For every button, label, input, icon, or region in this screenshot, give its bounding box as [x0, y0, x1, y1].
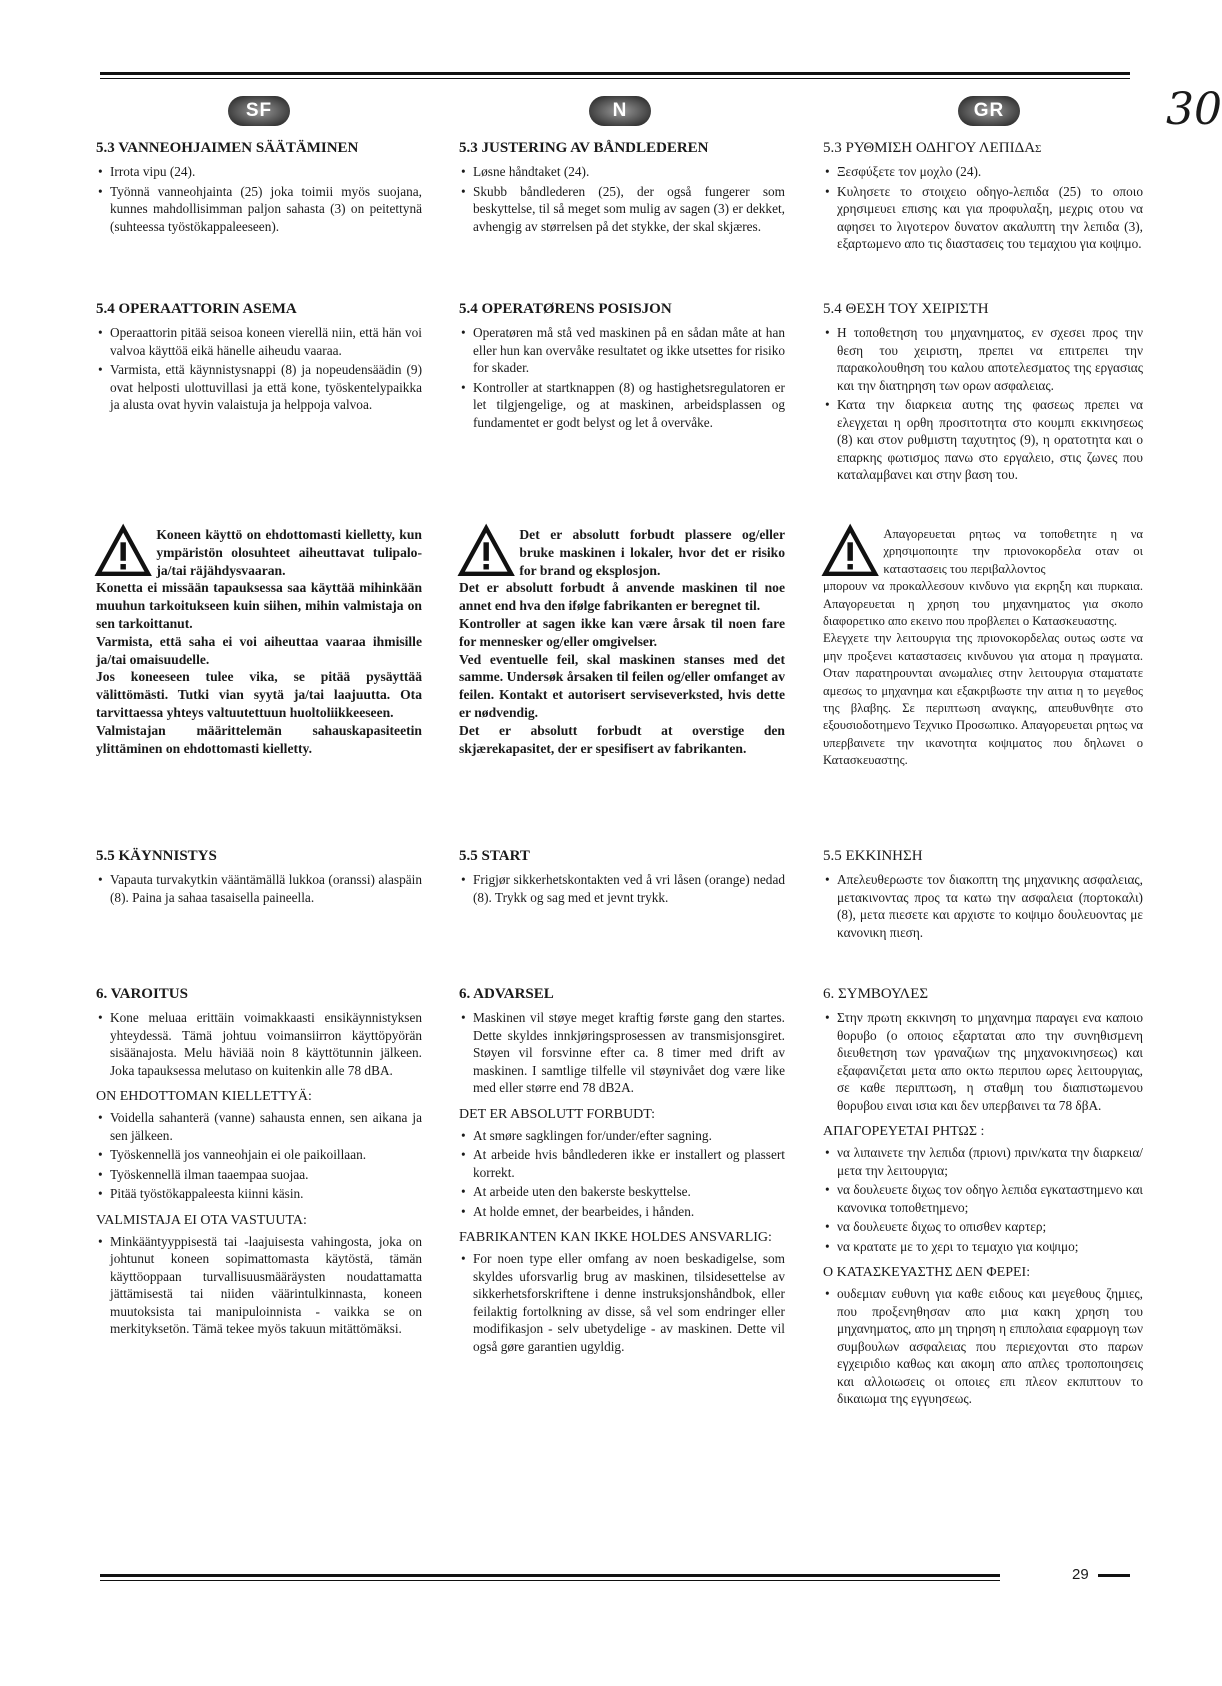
list-item: • Pitää työstökappaleesta kiinni käsin.: [96, 1185, 422, 1203]
list-item: • Ξεσφύξετε τον μοχλο (24).: [823, 163, 1143, 181]
section-heading: 5.3 VANNEOHJAIMEN SÄÄTÄMINEN: [96, 140, 359, 156]
warning-paragraph: Valmistajan määrittelemän sahauskapasiteetin ylittäminen on ehdottomasti kielletty.: [96, 722, 422, 756]
list-item: • At holde emnet, der bearbeides, i hånden.: [459, 1203, 785, 1221]
list-item: • Kone meluaa erittäin voimakkaasti ensikäynnistyksen yhteydessä. Tämä johtuu voimansiirron käyttöpyörän sisäänajosta. Melu häviää noin 8 käyttötunnin jälkeen. Joka tapauksessa melutaso on kuitenkin alle 78 dBA.: [96, 1009, 422, 1079]
list-item: • At arbeide uten den bakerste beskyttelse.: [459, 1183, 785, 1201]
warning-paragraph: Ved eventuelle feil, skal maskinen stanses med det samme. Undersøk årsaken til feilen og/eller omfanget av feilen. Kontakt et autorisert serviseverksted, hvis dette er nødvendig.: [459, 651, 785, 720]
section-s54: [459, 301, 785, 433]
section-s53: [96, 140, 422, 237]
warning-paragraph: Det er absolutt forbudt at overstige den skjærekapasitet, der er spesifisert av fabrikanten.: [459, 722, 785, 756]
manual-page: [96, 84, 1222, 1576]
section-s55: [823, 848, 1143, 943]
list-item: • At smøre sagklingen for/under/efter sagning.: [459, 1127, 785, 1145]
prohibited-list: [459, 1127, 785, 1221]
list-item: • For noen type eller omfang av noen beskadigelse, som skyldes uforsvarlig brug av maskinen, tilsidesettelse av sikkerhetsforskriftene i denne instruksjonshåndbok, eller feilaktig fortolkning av disse, så vel som endringer eller modifikasjon - selv ubetydelige - av maskinen. Dette vil også gøre garantien ugyldig.: [459, 1250, 785, 1355]
subheading-liability: VALMISTAJA EI OTA VASTUUTA:: [96, 1212, 307, 1228]
list-item: • Vapauta turvakytkin vääntämällä lukkoa (oranssi) alaspäin (8). Paina ja sahaa tasaisella paineella.: [96, 871, 422, 906]
page-number: 29: [1072, 1566, 1089, 1583]
bullet-list: [459, 163, 785, 235]
list-item: • να λιπαινετε την λεπιδα (πριονι) πριν/κατα την διαρκεια/μετα την λειτουργια;: [823, 1144, 1143, 1179]
list-item: • Työskennellä jos vanneohjain ei ole paikoillaan.: [96, 1146, 422, 1164]
list-item: • Minkääntyyppisestä tai -laajuisesta vahingosta, joka on johtunut koneen sopimattomasta käytöstä, tämän käyttöoppaan turvallisuusmääräysten noudattamatta jättämisestä tai niiden väärintulkinnasta, koneen muutoksista tai manipuloinnista - vaikka se on merkityksetön. Tämä tekee myös takuun mitättömäksi.: [96, 1233, 422, 1338]
warning-paragraph: Jos koneeseen tulee vika, se pitää pysäyttää välittömästi. Tutki vian syytä ja/tai laajuutta. Ota tarvittaessa yhteys valtuutettuun huoltoliikkeeseen.: [96, 669, 422, 720]
section-s55: [459, 848, 785, 908]
warning-headline: Det er absolutt forbudt plassere og/eller bruke maskinen i lokaler, hvor det er risiko for brand og eksplosjon.: [519, 527, 785, 578]
list-item: • Voidella sahanterä (vanne) sahausta ennen, sen aikana ja sen jälkeen.: [96, 1109, 422, 1144]
subheading-liability: FABRIKANTEN KAN IKKE HOLDES ANSVARLIG:: [459, 1230, 772, 1245]
subheading-prohibited: ON EHDOTTOMAN KIELLETTYÄ:: [96, 1089, 312, 1104]
list-item: • Maskinen vil støye meget kraftig første gang den startes. Dette skyldes innkjøringsprosessen av transmisjonsgiret. Støyen vil forsvinne efter ca. 8 timer med drift av maskinen. I samtlige tilfelle vil støynivået dog være like med eller større end 78 dB2A.: [459, 1009, 785, 1097]
language-badge: SF: [228, 96, 290, 126]
warning-triangle-icon: [459, 526, 513, 576]
section-heading: 5.4 OPERATØRENS POSISJON: [459, 301, 672, 317]
top-rule-thick: [100, 72, 1130, 75]
bullet-list: [96, 871, 422, 906]
warning-paragraph: Kontroller at sagen ikke kan være årsak til noen fare for mennesker og/eller omgivelser.: [459, 615, 785, 649]
page-number-dash: [1098, 1574, 1130, 1577]
section-heading: 5.4 ΘΕΣΗ ΤΟΥ ΧΕΙΡΙΣΤΗ: [823, 301, 989, 317]
subheading-liability: Ο ΚΑΤΑΣΚΕΥΑΣΤΗΣ ΔΕΝ ΦΕΡΕΙ:: [823, 1265, 1031, 1280]
section-s54: [823, 301, 1143, 486]
warning-triangle-icon: [823, 526, 877, 576]
warning-headline: Απαγορευεται ρητως να τοποθετητε η να χρησιμοποιητε την πριονοκορδελα οταν οι καταστασεις του περιβαλλοντος: [883, 527, 1143, 576]
list-item: • Κυλησετε το στοιχειο οδηγο-λεπιδα (25) το οποιο χρησιμευει επισης και για προφυλαξη, μεχρις οτου να αφησει το λιγοτερον δυνατον ακαλυπτη την λεπιδα (3), εξαρτωμενο απο τις διαστασεις του τεμαχιου για κοψιμο.: [823, 183, 1143, 253]
section-s54: [96, 301, 422, 416]
bullet-list: [96, 163, 422, 235]
bullet-list: [459, 871, 785, 906]
section-heading: 5.5 START: [459, 848, 530, 864]
list-item: • να δουλευετε διχως το οπισθεν καρτερ;: [823, 1218, 1143, 1236]
list-item: • να κρατατε με το χερι το τεμαχιο για κοψιμο;: [823, 1238, 1143, 1256]
bullet-list: [96, 324, 422, 414]
section-heading: 5.5 KÄYNNISTYS: [96, 848, 217, 864]
warning-paragraph: Ελεγχετε την λειτουργια της πριονοκορδελας ουτως ωστε να μην προξενει καταστασεις κινδυνου για ατομα η πραγματα. Οταν παρατηρουνται ανωμαλιες στην λειτουργια σταματατε αμεσως το μηχανημα και εξακριβωστε την αιτια η το μεγεθος της βλαβης. Σε περιπτωση αναγκης, απευθυνθητε στο εξουσιοδοτημενο Τεχνικο Προσωπικο. Απαγορευεται ρητως να υπερβαινετε την ικανοτητα κοψιματος που δηλωνει ο Κατασκευαστης.: [823, 631, 1143, 768]
bottom-rule-thin: [100, 1580, 1000, 1581]
section-6: [823, 986, 1143, 1410]
section-heading: 6. VAROITUS: [96, 986, 188, 1002]
section-s55: [96, 848, 422, 908]
section-6: [96, 986, 422, 1340]
language-badge: GR: [958, 96, 1020, 126]
prohibited-list: [96, 1109, 422, 1203]
section-heading: 5.3 ΡΥΘΜΙΣΗ ΟΔΗΓΟΥ ΛΕΠΙΔΑς: [823, 140, 1042, 156]
liability-list: [96, 1233, 422, 1338]
language-badge: N: [589, 96, 651, 126]
liability-list: [823, 1285, 1143, 1408]
list-item: • Frigjør sikkerhetskontakten ved å vri låsen (orange) nedad (8). Trykk og sag med et jevnt trykk.: [459, 871, 785, 906]
liability-list: [459, 1250, 785, 1355]
warning-block: [459, 526, 785, 757]
section-s53: [823, 140, 1143, 255]
list-item: • Απελευθερωστε τον διακοπτη της μηχανικης ασφαλειας, μετακινοντας προς τα κατω την ασφαλεια (πορτοκαλι) (8), μετα πιεσετε και αρχιστε το κοψιμο δουλευοντας με κανονικη πιεση.: [823, 871, 1143, 941]
warning-block: [96, 526, 422, 757]
list-item: • Στην πρωτη εκκινηση το μηχανημα παραγει ενα καποιο θορυβο (ο οποιος εξαρταται απο την συνηθισμενη διευθετηση των γραναζιων της μηχανοκινησεως) και εξαφανιζεται μετα απο οκτω περιπου ωρες λειτουργιας, σε καθε περιπτωση, η σταθμη του διαπιστωμενου θορυβου ειναι ισια και δεν υπερβαινει τα 78 δβΑ.: [823, 1009, 1143, 1114]
list-item: • ουδεμιαν ευθυνη για καθε ειδους και μεγεθους ζημιες, που προξενηθησαν απο μια κακη χρηση του μηχανηματος, απο μη τηρηση η επιπολαια εφαρμογη των συμβουλων ασφαλειας που περιεχονται στο παρων εγχειριδιο καθως και ακομη απο απλες τροποποιησεις και αλλοιωσεις οι οποιες επι πλεον εκπιπτουν το δικαιωμα της εγγυησεως.: [823, 1285, 1143, 1408]
warning-headline: Koneen käyttö on ehdottomasti kielletty, kun ympäristön olosuhteet aiheuttavat tulipalo- ja/tai räjähdysvaaran.: [156, 527, 422, 578]
list-item: • Varmista, että käynnistysnappi (8) ja nopeudensäädin (9) ovat helposti ulottuvillasi ja että kone, työskentelypaikka ja alusta ovat hyvin valaistuja ja helppoja valvoa.: [96, 361, 422, 414]
list-item: • Løsne håndtaket (24).: [459, 163, 785, 181]
subheading-prohibited: DET ER ABSOLUTT FORBUDT:: [459, 1106, 655, 1122]
prohibited-list: [823, 1144, 1143, 1255]
bullet-list: [823, 324, 1143, 484]
top-rule-thin: [100, 78, 1130, 79]
list-item: • Työnnä vanneohjainta (25) joka toimii myös suojana, kunnes mahdollisimman paljon sahasta (3) on peitettynä (suhteessa työstökappaleeseen).: [96, 183, 422, 236]
warning-paragraph: Konetta ei missään tapauksessa saa käyttää mihinkään muuhun tarkoitukseen kuin siihen, mihin valmistaja on sen tarkoittanut.: [96, 580, 422, 631]
list-item: • Η τοποθετηση του μηχανηματος, εν σχεσει προς την θεση του χειριστη, πρεπει να επιτρεπει την παρακολουθηση του καλου αποτελεσματος της εργασιας και την διατηρηση των ορων ασφαλειας.: [823, 324, 1143, 394]
bullet-list: [823, 871, 1143, 941]
list-item: • Skubb båndlederen (25), der også fungerer som beskyttelse, til så meget som mulig av sagen (3) er dekket, avhengig av størrelsen på det stykke, der skal skjæres.: [459, 183, 785, 236]
list-item: • Operaattorin pitää seisoa koneen vierellä niin, että hän voi valvoa käyttöä eikä hänelle aiheudu vaaraa.: [96, 324, 422, 359]
warning-paragraph: μπορουν να προκαλλεσουν κινδυνο για εκρηξη και πυρκαια. Απαγορευεται η χρηση του μηχανηματος για σκοπο διαφορετικο απο εκεινο που προβλεπει ο Κατασκευαστης.: [823, 579, 1143, 629]
bullet-list: [823, 1009, 1143, 1114]
warning-triangle-icon: [96, 526, 150, 576]
section-s53: [459, 140, 785, 237]
section-heading: 6. ADVARSEL: [459, 986, 554, 1002]
section-heading: 6. ΣΥΜΒΟΥΛΕΣ: [823, 986, 929, 1002]
list-item: • να δουλευετε διχως τον οδηγο λεπιδα εγκαταστημενο και κανονικα τοποθετημενο;: [823, 1181, 1143, 1216]
bullet-list: [459, 324, 785, 431]
list-item: • At arbeide hvis båndlederen ikke er installert og plassert korrekt.: [459, 1146, 785, 1181]
section-heading: 5.3 JUSTERING AV BÅNDLEDEREN: [459, 140, 709, 156]
section-heading: 5.4 OPERAATTORIN ASEMA: [96, 301, 297, 317]
handwritten-page-number: 30: [1166, 84, 1222, 135]
bullet-list: [459, 1009, 785, 1097]
list-item: • Kontroller at startknappen (8) og hastighetsregulatoren er let tilgjengelige, og at maskinen, arbeidsplassen og fundamentet er godt belyst og let å overvåke.: [459, 379, 785, 432]
bullet-list: [823, 163, 1143, 253]
bottom-rule-thick: [100, 1574, 1000, 1577]
warning-block: [823, 526, 1143, 770]
subheading-prohibited: ΑΠΑΓΟΡΕΥΕΤΑΙ ΡΗΤΩΣ :: [823, 1124, 985, 1139]
list-item: • Irrota vipu (24).: [96, 163, 422, 181]
list-item: • Operatøren må stå ved maskinen på en sådan måte at han eller hun kan overvåke resultatet og ikke utsettes for risiko for skader.: [459, 324, 785, 377]
list-item: • Työskennellä ilman taaempaa suojaa.: [96, 1166, 422, 1184]
warning-paragraph: Det er absolutt forbudt å anvende maskinen til noe annet end hva den ifølge fabrikanten er beregnet til.: [459, 580, 785, 614]
bullet-list: [96, 1009, 422, 1079]
list-item: • Κατα την διαρκεια αυτης της φασεως πρεπει να ελεγχεται η ορθη προσιτοτητα στο κουμπι εκκινησεως (8) και στον ρυθμιστη ταχυτητος (9), η ορατοτητα και ο επαρκης φωτισμος πανω στο εργαλειο, στις ζωνες που καταλαμβανει και στην βαση του.: [823, 396, 1143, 484]
section-heading: 5.5 ΕΚΚΙΝΗΣΗ: [823, 848, 923, 864]
section-6: [459, 986, 785, 1357]
warning-paragraph: Varmista, että saha ei voi aiheuttaa vaaraa ihmisille ja/tai omaisuudelle.: [96, 633, 422, 667]
